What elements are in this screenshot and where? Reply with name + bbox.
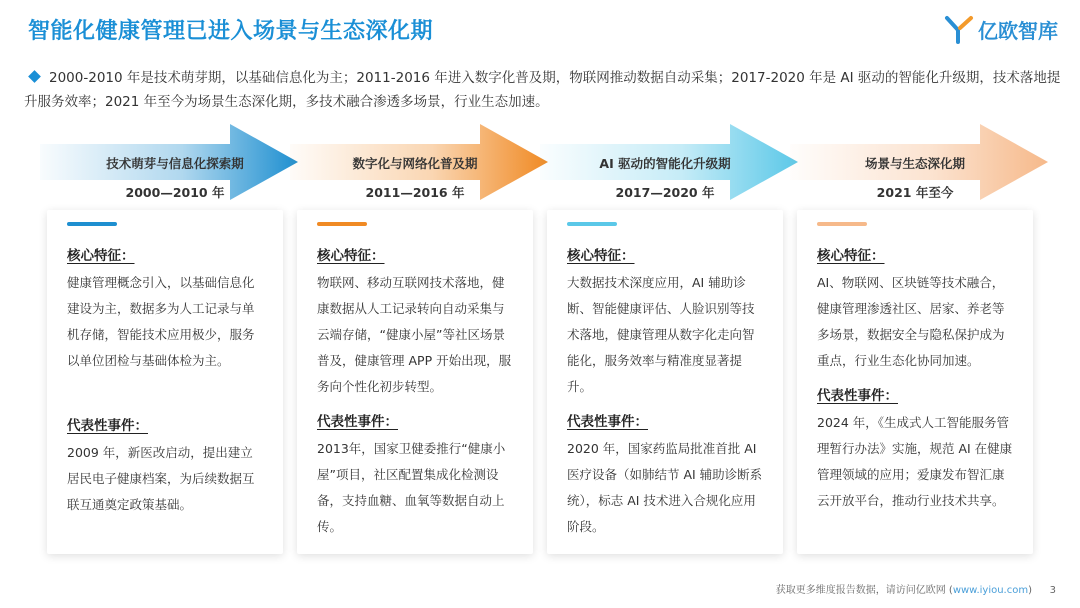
page-title: 智能化健康管理已进入场景与生态深化期 bbox=[28, 19, 434, 44]
feature-text: 健康管理概念引入，以基础信息化建设为主，数据多为人工记录与单机存储，智能技术应用极少，服务以单位团检与基础体检为主。 bbox=[67, 275, 255, 368]
bullet-diamond-icon bbox=[28, 70, 41, 83]
event-text: 2009 年，新医改启动，提出建立居民电子健康档案，为后续数据互联互通奠定政策基础。 bbox=[67, 445, 255, 512]
phase-1-header bbox=[70, 154, 280, 201]
event-text: 2024 年，《生成式人工智能服务管理暂行办法》实施，规范 AI 在健康管理领域的应用；爱康发布智汇康云开放平台，推动行业技术共享。 bbox=[817, 415, 1013, 508]
phase-1-years: 2000—2010 年 bbox=[125, 185, 225, 200]
feature-title: 核心特征： bbox=[317, 248, 385, 264]
feature-title: 核心特征： bbox=[67, 248, 135, 264]
feature-text: 物联网、移动互联网技术落地，健康数据从人工记录转向自动采集与云端存储，“健康小屋”等社区场景普及，健康管理 APP 开始出现，服务向个性化初步转型。 bbox=[317, 275, 512, 394]
card-accent-bar bbox=[67, 222, 117, 226]
phase-card-1 bbox=[47, 210, 283, 554]
phase-card-4 bbox=[797, 210, 1033, 554]
phase-2-name: 数字化与网络化普及期 bbox=[352, 156, 478, 171]
event-text: 2020 年，国家药监局批准首批 AI 医疗设备（如肺结节 AI 辅助诊断系统），标志 AI 技术进入合规化应用阶段。 bbox=[567, 441, 763, 534]
intro-paragraph bbox=[24, 66, 1064, 114]
card-accent-bar bbox=[317, 222, 367, 226]
intro-text: 2000-2010 年是技术萌芽期，以基础信息化为主；2011-2016 年进入数字化普及期，物联网推动数据自动采集；2017-2020 年是 AI 驱动的智能化升级期，技术落地提升服务效率；2021 年至今为场景生态深化期，多技术融合渗透多场景，行业生态加速。 bbox=[24, 70, 1061, 110]
phase-3-header bbox=[560, 154, 770, 201]
phase-3-name: AI 驱动的智能化升级期 bbox=[599, 156, 731, 171]
card-accent-bar bbox=[567, 222, 617, 226]
event-title: 代表性事件： bbox=[567, 414, 648, 430]
feature-text: AI、物联网、区块链等技术融合，健康管理渗透社区、居家、养老等多场景，数据安全与隐私保护成为重点，行业生态化协同加速。 bbox=[817, 275, 1005, 368]
logo-text: 亿欧智库 bbox=[978, 18, 1058, 43]
event-title: 代表性事件： bbox=[67, 418, 148, 434]
event-title: 代表性事件： bbox=[317, 414, 398, 430]
phase-3-years: 2017—2020 年 bbox=[615, 185, 715, 200]
feature-text: 大数据技术深度应用，AI 辅助诊断、智能健康评估、人脸识别等技术落地，健康管理从数字化走向智能化，服务效率与精准度显著提升。 bbox=[567, 275, 755, 394]
feature-title: 核心特征： bbox=[567, 248, 635, 264]
phase-4-header bbox=[810, 154, 1020, 201]
logo-icon bbox=[944, 14, 974, 44]
phase-4-years: 2021 年至今 bbox=[876, 185, 954, 200]
card-accent-bar bbox=[817, 222, 867, 226]
footer-note bbox=[776, 581, 1032, 596]
event-title: 代表性事件： bbox=[817, 388, 898, 404]
feature-title: 核心特征： bbox=[817, 248, 885, 264]
phase-2-header bbox=[310, 154, 520, 201]
phase-4-name: 场景与生态深化期 bbox=[864, 156, 965, 171]
phase-card-2 bbox=[297, 210, 533, 554]
footer-close: ) bbox=[1028, 585, 1032, 596]
brand-logo bbox=[944, 14, 1058, 44]
event-text: 2013年，国家卫健委推行“健康小屋”项目，社区配置集成化检测设备，支持血糖、血氧等数据自动上传。 bbox=[317, 441, 506, 534]
phase-2-years: 2011—2016 年 bbox=[365, 185, 465, 200]
footer-text: 获取更多维度报告数据，请访问亿欧网 ( bbox=[775, 585, 953, 596]
phase-1-name: 技术萌芽与信息化探索期 bbox=[106, 156, 244, 171]
phase-card-3 bbox=[547, 210, 783, 554]
page-number: 3 bbox=[1049, 585, 1056, 596]
footer-link[interactable]: www.iyiou.com bbox=[952, 585, 1029, 596]
